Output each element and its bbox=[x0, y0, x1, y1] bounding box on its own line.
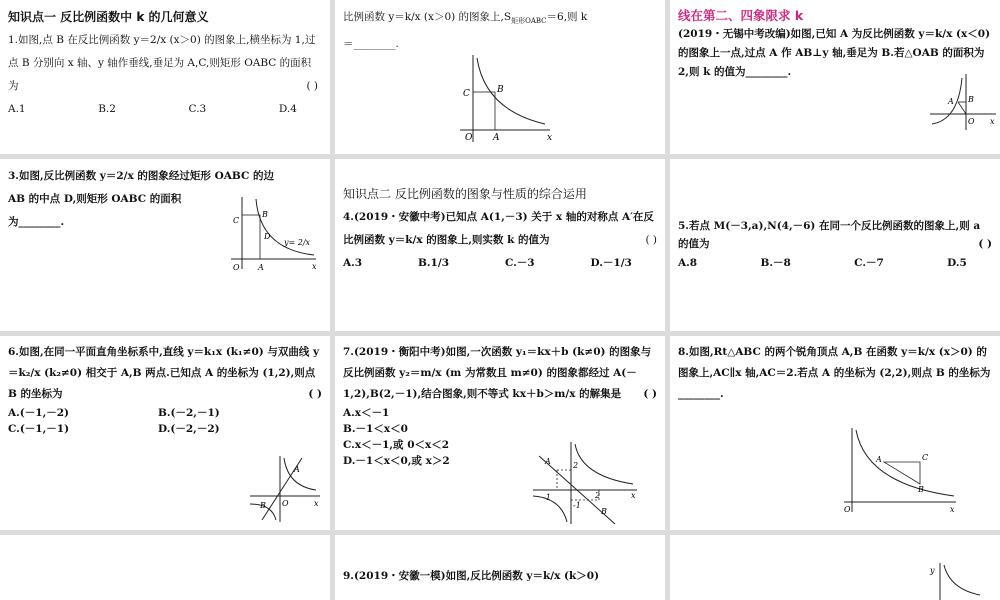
section-heading-2: 知识点二 反比例函数的图象与性质的综合运用 bbox=[343, 187, 587, 201]
graph-question-11 bbox=[920, 561, 990, 600]
option-b: B.1/3 bbox=[418, 257, 450, 269]
graph4-label-c: C bbox=[233, 216, 240, 225]
graph7-label-x: x bbox=[314, 499, 319, 508]
question-4-line-2: AB 的中点 D,则矩形 OABC 的面积 bbox=[8, 193, 182, 205]
graph8-label-2x: 2 bbox=[595, 491, 601, 500]
graph8-label-a: A bbox=[545, 457, 551, 466]
graph9-label-x: x bbox=[950, 505, 955, 514]
panel-question-9 bbox=[670, 336, 1000, 530]
option-a: A.3 bbox=[343, 257, 363, 269]
panel-question-11 bbox=[335, 535, 665, 600]
graph-question-3 bbox=[928, 72, 998, 132]
graph7-label-o: O bbox=[282, 499, 289, 508]
graph3-label-x: x bbox=[990, 117, 995, 126]
graph-question-4 bbox=[228, 193, 323, 273]
question-2-blank: ＝________. bbox=[343, 38, 399, 51]
question-6-options bbox=[678, 253, 967, 273]
question-11-text: 9.(2019・安徽一模)如图,反比例函数 y＝k/x (k＞0) bbox=[343, 570, 600, 582]
question-8-options bbox=[343, 405, 523, 469]
graph-label-c: C bbox=[463, 89, 470, 99]
graph3-label-a: A bbox=[948, 97, 954, 106]
graph7-label-a: A bbox=[294, 465, 300, 474]
option-b: B.(－2,－1) bbox=[158, 407, 220, 419]
question-7-text: 6.如图,在同一平面直角坐标系中,直线 y＝k₁x (k₁≠0) 与双曲线 y＝k₂/x (k₂≠0) 相交于 A,B 两点.已知点 A 的坐标为 (1,2),则点 B 的坐标为 ( ) bbox=[8, 346, 322, 400]
question-4-line-1: 3.如图,反比例函数 y＝2/x 的图象经过矩形 OABC 的边 bbox=[8, 170, 274, 182]
graph-label-o: O bbox=[465, 133, 473, 143]
panel-empty bbox=[0, 535, 330, 600]
option-a: A.8 bbox=[678, 257, 698, 269]
option-a: A.x＜－1 bbox=[343, 407, 390, 419]
panel-question-4 bbox=[0, 159, 330, 331]
panel-question-1 bbox=[0, 0, 330, 154]
option-b: B.－8 bbox=[760, 257, 791, 269]
option-c: C.(－1,－1) bbox=[8, 423, 70, 435]
question-8-text: 7.(2019・衡阳中考)如图,一次函数 y₁＝kx＋b (k≠0) 的图象与反比例函数 y₂＝m/x (m 为常数且 m≠0) 的图象都经过 A(－1,2),B(2,－1),结合图象,则不等式 kx＋b＞m/x 的解集是 ( ) bbox=[343, 346, 657, 400]
option-d: D.5 bbox=[947, 257, 967, 269]
option-d: D.－1＜x＜0,或 x＞2 bbox=[343, 455, 450, 467]
question-9-text: 8.如图,Rt△ABC 的两个锐角顶点 A,B 在函数 y＝k/x (x＞0) 的图象上,AC∥x 轴,AC＝2.若点 A 的坐标为 (2,2),则点 B 的坐标为________. bbox=[678, 346, 991, 400]
graph8-label-b: B bbox=[601, 507, 607, 516]
option-c: C.3 bbox=[188, 103, 207, 115]
graph4-label-a: A bbox=[258, 263, 264, 272]
question-3-text: (2019・无锡中考改编)如图,已知 A 为反比例函数 y＝k/x (x＜0) 的图象上一点,过点 A 作 AB⊥y 轴,垂足为 B.若△OAB 的面积为 2,则 k 的值为________. bbox=[678, 28, 991, 78]
graph4-label-o: O bbox=[233, 263, 240, 272]
option-d: D.4 bbox=[278, 103, 297, 115]
option-b: B.－1＜x＜0 bbox=[343, 423, 408, 435]
graph3-label-b: B bbox=[968, 95, 974, 104]
question-6-text: 5.若点 M(－3,a),N(4,－6) 在同一个反比例函数的图象上,则 a 的值为 ( ) bbox=[678, 220, 992, 250]
graph7-label-b: B bbox=[260, 501, 266, 510]
graph8-label-neg1: -1 bbox=[543, 493, 551, 502]
panel-question-3 bbox=[670, 0, 1000, 154]
graph8-label-x: x bbox=[631, 491, 636, 500]
graph4-label-d: D bbox=[264, 232, 271, 241]
graph9-label-b: B bbox=[918, 485, 924, 494]
graph3-label-o: O bbox=[968, 117, 975, 126]
option-a: A.1 bbox=[8, 103, 26, 115]
graph-label-a: A bbox=[493, 133, 500, 143]
question-2-text: 比例函数 y＝k/x (x＞0) 的图象上$,S_{矩形OABC}=6$,则 k bbox=[343, 11, 588, 26]
question-7-options bbox=[8, 405, 322, 437]
question-1-options bbox=[8, 98, 297, 121]
graph-question-7 bbox=[248, 452, 324, 524]
graph9-label-a: A bbox=[876, 455, 882, 464]
graph8-label-2: 2 bbox=[573, 461, 579, 470]
graph4-label-b: B bbox=[262, 210, 268, 219]
graph-label-x: x bbox=[547, 133, 553, 143]
panel-question-8 bbox=[335, 336, 665, 530]
option-c: C.－7 bbox=[854, 257, 884, 269]
option-c: C.－3 bbox=[504, 257, 535, 269]
panel-graph-partial bbox=[670, 535, 1000, 600]
question-5-text: 4.(2019・安徽中考)已知点 A(1,－3) 关于 x 轴的对称点 A′在反比例函数 y＝k/x 的图象上,则实数 k 的值为 ( ) bbox=[343, 211, 657, 246]
panel-question-6 bbox=[670, 159, 1000, 331]
option-a: A.(－1,－2) bbox=[8, 407, 70, 419]
option-c: C.x＜－1,或 0＜x＜2 bbox=[343, 439, 450, 451]
panel-question-2 bbox=[335, 0, 665, 154]
graph4-label-curve: y= 2/x bbox=[284, 238, 311, 247]
graph9-label-o: O bbox=[844, 505, 851, 514]
option-d: D.－1/3 bbox=[590, 257, 632, 269]
section-header-pink: 线在第二、四象限求 k bbox=[678, 8, 804, 23]
question-1-text: 1.如图,点 B 在反比例函数 y＝2/x (x＞0) 的图象上,横坐标为 1,过点 B 分别向 x 轴、y 轴作垂线,垂足为 A,C,则矩形 OABC 的面积为 ( ) bbox=[8, 34, 318, 92]
section-heading-1: 知识点一 反比例函数中 k 的几何意义 bbox=[8, 10, 209, 24]
question-4-line-3: 为________. bbox=[8, 216, 65, 228]
graph8-label-neg1b: -1 bbox=[573, 501, 581, 510]
graph4-label-x: x bbox=[312, 262, 317, 271]
panel-question-7 bbox=[0, 336, 330, 530]
graph-label-b: B bbox=[497, 85, 504, 95]
graph-question-9 bbox=[840, 426, 960, 514]
panel-question-5 bbox=[335, 159, 665, 331]
graph-question-8 bbox=[531, 440, 641, 526]
graph9-label-c: C bbox=[922, 453, 929, 462]
option-b: B.2 bbox=[98, 103, 116, 115]
graph-question-2 bbox=[455, 50, 555, 145]
option-d: D.(－2,－2) bbox=[158, 423, 220, 435]
graph12-label-y: y bbox=[930, 566, 935, 575]
question-5-options bbox=[343, 252, 632, 275]
